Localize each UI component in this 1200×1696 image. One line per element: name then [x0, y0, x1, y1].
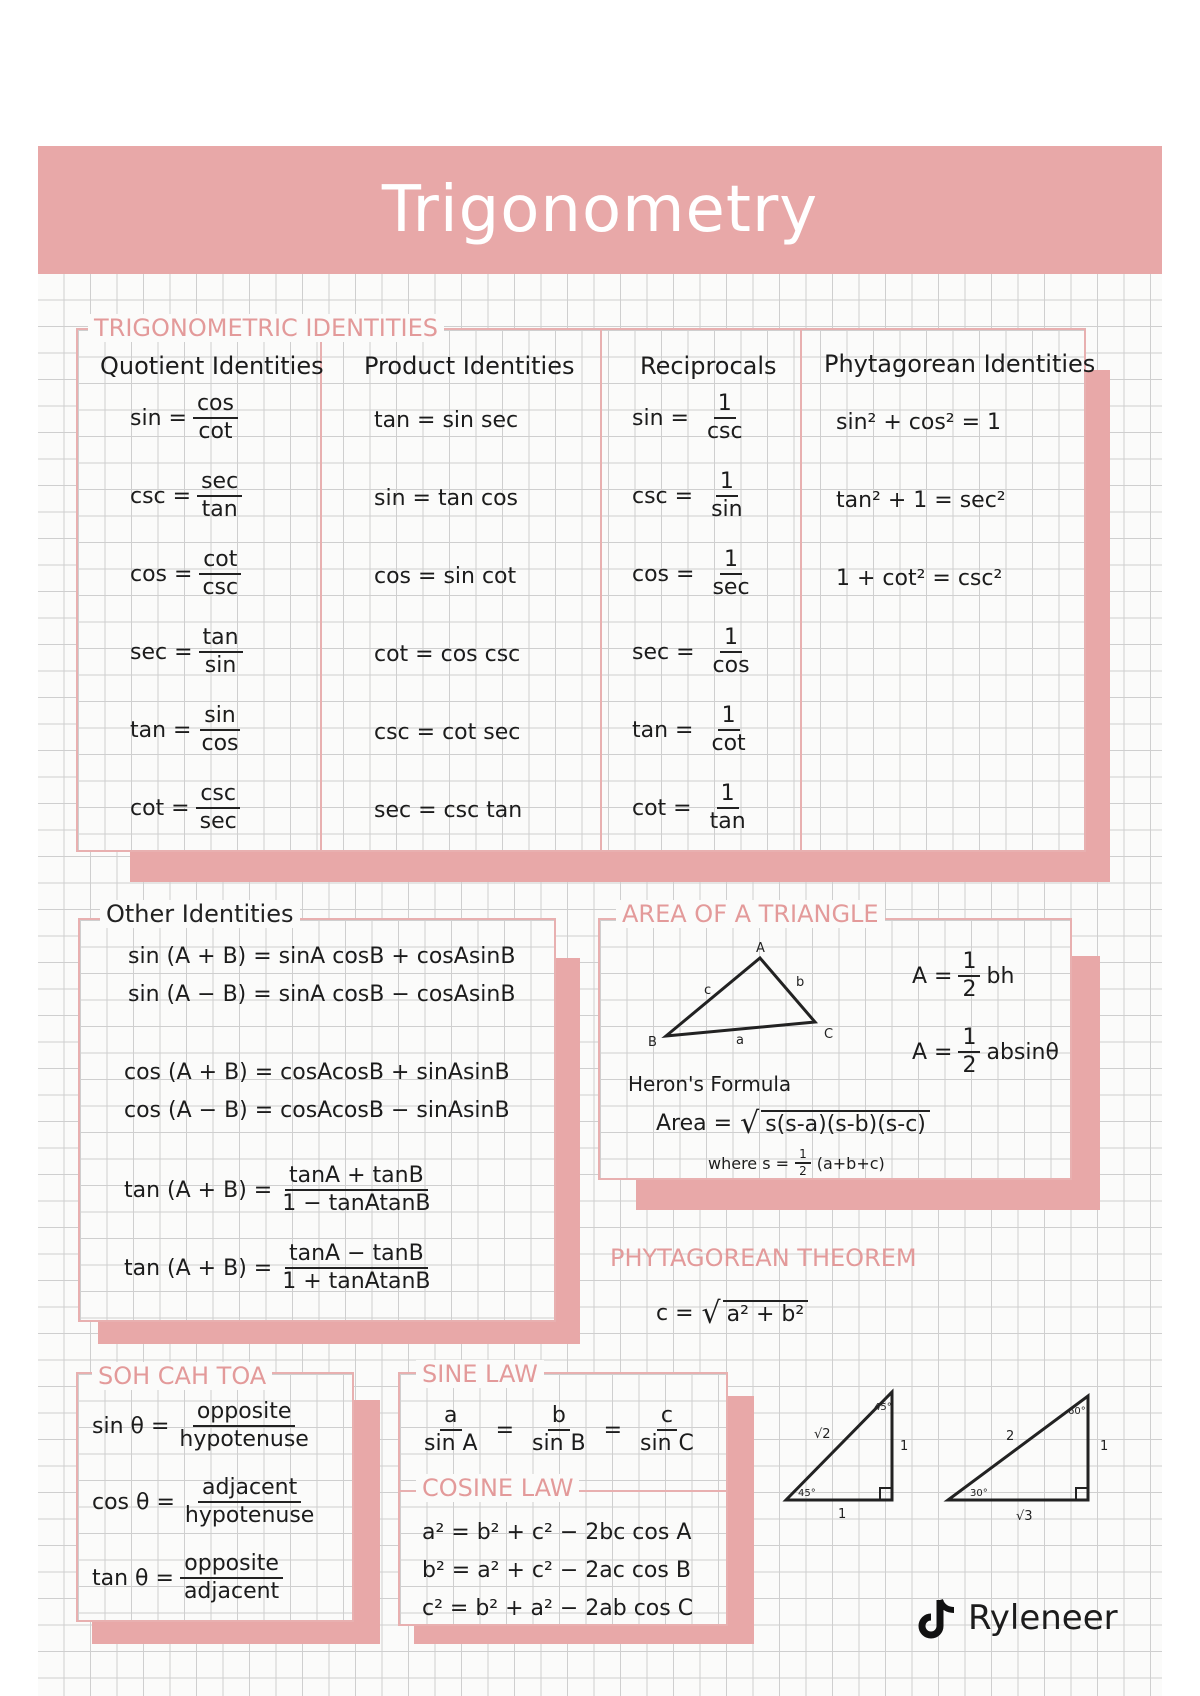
sine-law-formula: $\frac{a}{\text{sin A}}$ = $\frac{b}{\text{sin B}}$ = $\frac{c}{\text{sin C}}$: [424, 1403, 694, 1457]
area-box: [598, 918, 1072, 1180]
reciprocal-identity: csc = $\frac{1}{\sin}$: [632, 469, 743, 523]
cosine-law-a: a² = b² + c² − 2bc cos A: [422, 1520, 692, 1545]
pythag-theorem-formula: c = √ a² + b²: [656, 1296, 808, 1331]
product-identity: cot = cos csc: [374, 642, 521, 667]
vertex-label-a: A: [756, 941, 765, 956]
quotient-heading: Quotient Identities: [100, 352, 324, 380]
product-identity: sin = tan cos: [374, 486, 518, 511]
vertex-label-b: B: [648, 1035, 657, 1050]
side-label-b: b: [796, 975, 805, 990]
identities-box: [76, 328, 1096, 852]
triangle-30-shape: [948, 1396, 1088, 1500]
side-label-a: a: [736, 1033, 744, 1048]
title-banner: [38, 146, 1162, 274]
vert-label: 1: [900, 1439, 909, 1454]
area-formula-bh: A = $\frac{1}{2}$ bh: [912, 949, 1015, 1003]
hyp-label: √2: [814, 1427, 831, 1442]
angle-left-label: 45°: [798, 1488, 816, 1499]
product-heading: Product Identities: [364, 352, 575, 380]
base-label: √3: [1016, 1509, 1033, 1520]
identities-title: TRIGONOMETRIC IDENTITIES: [88, 314, 444, 342]
pythagorean-identity: 1 + cot² = csc²: [836, 566, 1003, 591]
brand: [918, 1596, 1118, 1640]
cosine-law-b: b² = a² + c² − 2ac cos B: [422, 1558, 691, 1583]
angle-top-label: 45°: [874, 1402, 892, 1413]
vertex-label-c: C: [824, 1027, 834, 1042]
quotient-identity: cot = $\frac{\csc}{\sec}$: [130, 782, 247, 834]
pythag-theorem-title: PHYTAGOREAN THEOREM: [610, 1244, 917, 1272]
soh-tan: tan θ = $\frac{\text{opposite}}{\text{adjacent}}$: [92, 1552, 289, 1604]
pythagorean-identity: tan² + 1 = sec²: [836, 488, 1006, 513]
product-identity: sec = csc tan: [374, 798, 523, 823]
sine-law-title: SINE LAW: [416, 1360, 544, 1388]
reciprocal-identity: cot = $\frac{1}{\tan}$: [632, 781, 746, 835]
reciprocal-identity: sin = $\frac{1}{\csc}$: [632, 391, 743, 445]
heron-formula: Area = √ s(s-a)(s-b)(s-c): [656, 1106, 930, 1141]
heron-title: Heron's Formula: [628, 1072, 792, 1096]
tan-sum-formula: tan (A + B) = $\frac{\tan A + \tan B}{\text{1 − tanAtanB}}$: [124, 1163, 431, 1217]
right-angle-mark: [880, 1488, 892, 1500]
sum-formula: cos (A − B) = cosAcosB − sinAsinB: [124, 1098, 510, 1123]
product-identity: tan = sin sec: [374, 408, 519, 433]
sum-formula: cos (A + B) = cosAcosB + sinAsinB: [124, 1060, 510, 1085]
reciprocal-identity: cos = $\frac{1}{\sec}$: [632, 547, 750, 601]
product-identity: csc = cot sec: [374, 720, 521, 745]
divider: [600, 330, 602, 850]
soh-sin: sin θ = $\frac{\text{opposite}}{\text{hypotenuse}}$: [92, 1399, 309, 1453]
product-identity: cos = sin cot: [374, 564, 517, 589]
triangle-30-60-90: [940, 1380, 1120, 1520]
reciprocal-identity: tan = $\frac{1}{\cot}$: [632, 703, 746, 757]
quotient-identity: sec = $\frac{\tan}{\sin}$: [130, 626, 249, 678]
triangle-45-45-90: [770, 1380, 910, 1520]
tiktok-icon: [918, 1596, 958, 1640]
reciprocals-heading: Reciprocals: [640, 352, 777, 380]
area-formula-absin: A = $\frac{1}{2}$ absinθ: [912, 1025, 1059, 1079]
sum-formula: sin (A − B) = sinA cosB − cosAsinB: [128, 982, 516, 1007]
right-angle-mark: [1076, 1488, 1088, 1500]
angle-left-label: 30°: [970, 1488, 988, 1499]
pythagorean-heading: Phytagorean Identities: [824, 350, 1096, 378]
quotient-identity: tan = $\frac{\sin}{\cos}$: [130, 703, 239, 757]
cosine-law-title: COSINE LAW: [416, 1474, 579, 1502]
quotient-identity: cos = $\frac{\cot}{\csc}$: [130, 548, 248, 600]
heron-where: where s = $\frac{1}{2}$ (a+b+c): [708, 1147, 885, 1179]
quotient-identity: sin = $\frac{\cos}{\cot}$: [130, 392, 244, 444]
soh-title: SOH CAH TOA: [92, 1362, 272, 1390]
divider: [800, 330, 802, 850]
page-title: Trigonometry: [381, 173, 819, 247]
other-identities-box: [78, 918, 556, 1322]
brand-name: Ryleneer: [968, 1598, 1118, 1638]
sum-formula: sin (A + B) = sinA cosB + cosAsinB: [128, 944, 516, 969]
cosine-law-c: c² = b² + a² − 2ab cos C: [422, 1596, 694, 1621]
pythagorean-identity: sin² + cos² = 1: [836, 410, 1002, 435]
angle-top-label: 60°: [1068, 1406, 1086, 1417]
area-title: AREA OF A TRIANGLE: [616, 900, 885, 928]
side-label-c: c: [704, 983, 712, 998]
other-identities-title: Other Identities: [100, 900, 300, 928]
base-label: 1: [838, 1507, 847, 1520]
soh-cos: cos θ = $\frac{\text{adjacent}}{\text{hypotenuse}}$: [92, 1475, 315, 1529]
hyp-label: 2: [1006, 1429, 1015, 1444]
divider: [320, 330, 322, 850]
triangle-shape: [666, 958, 815, 1036]
triangle-diagram: [640, 940, 880, 1050]
vert-label: 1: [1100, 1439, 1109, 1454]
quotient-identity: csc = $\frac{\sec}{\tan}$: [130, 470, 248, 522]
soh-box: [76, 1372, 354, 1622]
reciprocal-identity: sec = $\frac{1}{\cos}$: [632, 625, 750, 679]
tan-diff-formula: tan (A + B) = $\frac{\tan A - \tan B}{\text{1 + tanAtanB}}$: [124, 1241, 431, 1295]
